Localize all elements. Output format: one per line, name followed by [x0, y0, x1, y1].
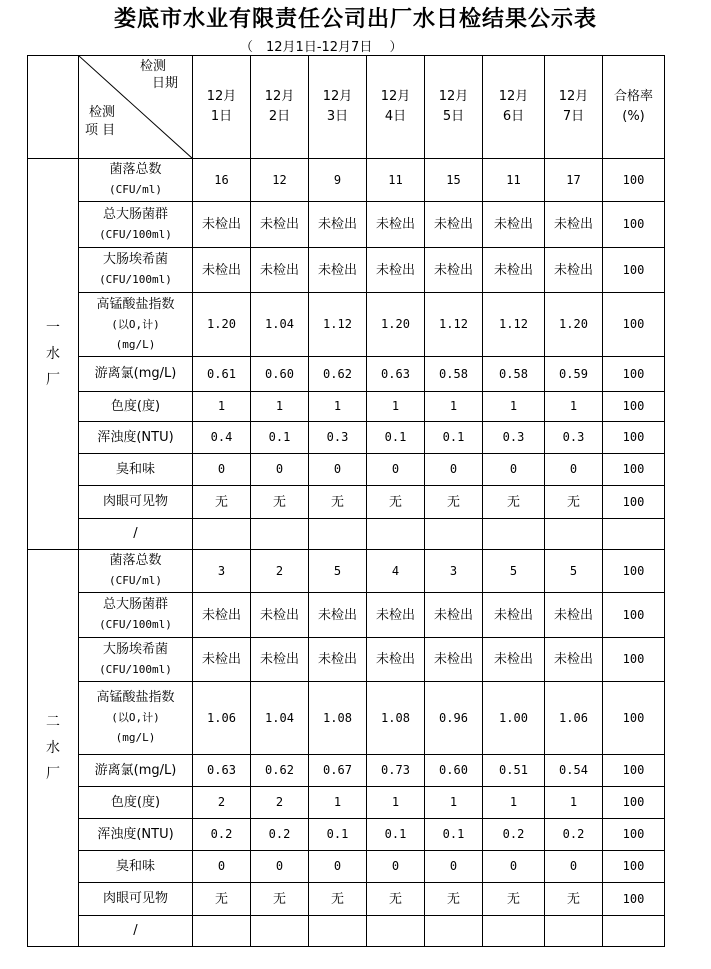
- value-cell: 无: [251, 883, 309, 916]
- item-name-text: (以O,计): [111, 317, 160, 331]
- item-name-text: /: [133, 923, 138, 938]
- date-header-7: [545, 56, 603, 159]
- date-header-1: [193, 56, 251, 159]
- value-cell: 0: [545, 454, 603, 486]
- value-cell: 0: [193, 454, 251, 486]
- value-cell: 1: [309, 392, 367, 422]
- value-cell: 无: [425, 883, 483, 916]
- date-header-text: 12月: [206, 89, 237, 104]
- plant-name-char: 一: [46, 320, 60, 336]
- item-name-text: 游离氯(mg/L): [94, 366, 177, 381]
- item-name-cell: [79, 755, 193, 787]
- item-name-cell: [79, 293, 193, 357]
- table-row: [28, 819, 665, 851]
- value-cell: 1.06: [193, 682, 251, 755]
- value-cell: 0.58: [425, 357, 483, 392]
- item-name-text: (mg/L): [115, 337, 156, 351]
- item-name-cell: [79, 422, 193, 454]
- item-name-text: 大肠埃希菌: [102, 641, 168, 657]
- rate-cell: 100: [603, 357, 665, 392]
- item-name-cell: [79, 454, 193, 486]
- value-cell: 无: [309, 486, 367, 519]
- value-cell: 无: [309, 883, 367, 916]
- date-header-text: 4日: [384, 109, 407, 124]
- table-row: [28, 422, 665, 454]
- value-cell: 无: [545, 486, 603, 519]
- value-cell: 2: [251, 787, 309, 819]
- date-header-text: 1日: [210, 109, 233, 124]
- value-cell: 1.00: [483, 682, 545, 755]
- item-name-cell: [79, 787, 193, 819]
- value-cell: [483, 916, 545, 947]
- value-cell: 17: [545, 159, 603, 202]
- value-cell: 1.04: [251, 682, 309, 755]
- value-cell: [545, 916, 603, 947]
- value-cell: 未检出: [367, 593, 425, 638]
- value-cell: 0.58: [483, 357, 545, 392]
- value-cell: 未检出: [483, 638, 545, 682]
- value-cell: 0.63: [193, 755, 251, 787]
- value-cell: 无: [483, 486, 545, 519]
- rate-cell: 100: [603, 202, 665, 248]
- value-cell: 0: [367, 454, 425, 486]
- value-cell: 1: [545, 392, 603, 422]
- value-cell: 0: [309, 851, 367, 883]
- value-cell: 0.1: [367, 422, 425, 454]
- item-name-cell: [79, 638, 193, 682]
- item-name-text: (CFU/100ml): [99, 618, 172, 631]
- rate-cell: 100: [603, 883, 665, 916]
- value-cell: 0.96: [425, 682, 483, 755]
- value-cell: 0: [251, 851, 309, 883]
- value-cell: 0.2: [193, 819, 251, 851]
- item-name-text: (CFU/ml): [109, 574, 162, 587]
- value-cell: 5: [483, 550, 545, 593]
- table-row: [28, 593, 665, 638]
- value-cell: 无: [193, 883, 251, 916]
- value-cell: 1.20: [367, 293, 425, 357]
- value-cell: 3: [193, 550, 251, 593]
- value-cell: 0.3: [545, 422, 603, 454]
- rate-cell: [603, 519, 665, 550]
- value-cell: 1.12: [425, 293, 483, 357]
- value-cell: 未检出: [193, 593, 251, 638]
- table-row: [28, 202, 665, 248]
- header-diagonal-cell: [79, 56, 193, 159]
- value-cell: 1: [367, 787, 425, 819]
- corner-top-text: 检测: [139, 59, 166, 74]
- plant-name-cell: [28, 159, 79, 550]
- item-name-text: (CFU/100ml): [99, 273, 172, 286]
- value-cell: 未检出: [251, 202, 309, 248]
- table-row: [28, 454, 665, 486]
- item-name-text: (CFU/100ml): [99, 227, 172, 241]
- item-name-text: 浑浊度(NTU): [97, 826, 174, 842]
- item-name-text: 色度(度): [110, 794, 161, 810]
- value-cell: 0.62: [309, 357, 367, 392]
- value-cell: [367, 916, 425, 947]
- value-cell: 未检出: [251, 248, 309, 293]
- date-header-text: 12月: [438, 89, 469, 104]
- table-row: [28, 755, 665, 787]
- value-cell: 4: [367, 550, 425, 593]
- rate-cell: 100: [603, 422, 665, 454]
- rate-cell: 100: [603, 755, 665, 787]
- item-name-text: 总大肠菌群: [102, 206, 168, 222]
- item-name-text: 总大肠菌群: [102, 597, 168, 612]
- value-cell: 0.1: [425, 819, 483, 851]
- value-cell: 0: [483, 454, 545, 486]
- value-cell: 1: [483, 787, 545, 819]
- value-cell: [251, 519, 309, 550]
- corner-date-label: [140, 58, 178, 92]
- date-header-4: [367, 56, 425, 159]
- item-name-cell: [79, 682, 193, 755]
- rate-cell: 100: [603, 392, 665, 422]
- item-name-cell: [79, 357, 193, 392]
- item-name-cell: [79, 851, 193, 883]
- value-cell: [425, 519, 483, 550]
- value-cell: 11: [483, 159, 545, 202]
- value-cell: 9: [309, 159, 367, 202]
- value-cell: 0.60: [425, 755, 483, 787]
- value-cell: 0.63: [367, 357, 425, 392]
- value-cell: 未检出: [251, 593, 309, 638]
- table-row: [28, 883, 665, 916]
- value-cell: 16: [193, 159, 251, 202]
- value-cell: 1: [309, 787, 367, 819]
- value-cell: 2: [193, 787, 251, 819]
- rate-cell: 100: [603, 293, 665, 357]
- rate-cell: 100: [603, 682, 665, 755]
- value-cell: 无: [367, 486, 425, 519]
- item-name-text: 臭和味: [115, 461, 155, 477]
- value-cell: 0: [309, 454, 367, 486]
- value-cell: 未检出: [425, 638, 483, 682]
- item-name-text: 浑浊度(NTU): [97, 429, 174, 445]
- date-range-subtitle: （ 12月1日-12月7日 ）: [240, 40, 403, 55]
- rate-header-text: 合格率: [613, 89, 653, 104]
- value-cell: 0.54: [545, 755, 603, 787]
- item-name-text: 臭和味: [115, 858, 155, 874]
- rate-header: [603, 56, 665, 159]
- item-name-text: (以O,计): [111, 711, 160, 724]
- date-header-text: 5日: [442, 109, 465, 124]
- value-cell: 0.61: [193, 357, 251, 392]
- rate-cell: 100: [603, 550, 665, 593]
- value-cell: 未检出: [251, 638, 309, 682]
- plant-name-cell: [28, 550, 79, 947]
- value-cell: 0: [251, 454, 309, 486]
- date-header-text: 12月: [558, 89, 589, 104]
- table-row: [28, 392, 665, 422]
- page-title: 娄底市水业有限责任公司出厂水日检结果公示表: [113, 7, 597, 32]
- value-cell: 未检出: [545, 593, 603, 638]
- value-cell: 0.1: [251, 422, 309, 454]
- value-cell: 1: [425, 787, 483, 819]
- value-cell: 0.3: [309, 422, 367, 454]
- rate-cell: 100: [603, 593, 665, 638]
- value-cell: [545, 519, 603, 550]
- value-cell: 未检出: [425, 593, 483, 638]
- value-cell: [425, 916, 483, 947]
- value-cell: 0.60: [251, 357, 309, 392]
- value-cell: 0.3: [483, 422, 545, 454]
- item-name-text: /: [133, 526, 138, 541]
- value-cell: 无: [251, 486, 309, 519]
- item-name-cell: [79, 916, 193, 947]
- value-cell: 1: [367, 392, 425, 422]
- rate-header-text: (%): [622, 109, 645, 124]
- value-cell: 未检出: [193, 638, 251, 682]
- plant-name-char: 厂: [46, 766, 60, 782]
- value-cell: 未检出: [309, 593, 367, 638]
- date-header-text: 2日: [268, 109, 291, 124]
- header-row: [28, 56, 665, 159]
- plant-name-char: 水: [46, 740, 60, 756]
- item-name-text: (CFU/100ml): [99, 662, 172, 676]
- value-cell: 0.1: [309, 819, 367, 851]
- value-cell: 未检出: [545, 248, 603, 293]
- value-cell: [309, 916, 367, 947]
- date-header-text: 12月: [264, 89, 295, 104]
- value-cell: 未检出: [483, 593, 545, 638]
- rate-cell: 100: [603, 787, 665, 819]
- item-name-cell: [79, 159, 193, 202]
- item-name-cell: [79, 593, 193, 638]
- value-cell: [193, 519, 251, 550]
- rate-cell: 100: [603, 248, 665, 293]
- table-row: [28, 682, 665, 755]
- value-cell: 未检出: [309, 248, 367, 293]
- corner-top-text: 日期: [151, 76, 178, 91]
- table-row: [28, 486, 665, 519]
- value-cell: 未检出: [193, 202, 251, 248]
- item-name-text: 大肠埃希菌: [102, 252, 168, 267]
- item-name-text: (CFU/ml): [109, 183, 162, 196]
- value-cell: 0.1: [425, 422, 483, 454]
- corner-bottom-text: 检测: [89, 105, 116, 120]
- table-row: [28, 248, 665, 293]
- item-name-cell: [79, 550, 193, 593]
- item-name-text: 游离氯(mg/L): [94, 762, 177, 778]
- value-cell: 0.73: [367, 755, 425, 787]
- rate-cell: 100: [603, 819, 665, 851]
- item-name-text: 高锰酸盐指数: [96, 296, 175, 312]
- value-cell: 未检出: [367, 248, 425, 293]
- value-cell: 1.12: [309, 293, 367, 357]
- header-blank-cell: [28, 56, 79, 159]
- value-cell: 1: [483, 392, 545, 422]
- table-row: [28, 916, 665, 947]
- date-header-6: [483, 56, 545, 159]
- value-cell: 未检出: [193, 248, 251, 293]
- item-name-text: 菌落总数: [109, 553, 162, 568]
- table-row: [28, 519, 665, 550]
- table-row: [28, 293, 665, 357]
- value-cell: 0.51: [483, 755, 545, 787]
- value-cell: 5: [545, 550, 603, 593]
- value-cell: 未检出: [545, 202, 603, 248]
- value-cell: 0: [425, 454, 483, 486]
- value-cell: 0.2: [251, 819, 309, 851]
- table-row: [28, 159, 665, 202]
- value-cell: 未检出: [367, 202, 425, 248]
- value-cell: 未检出: [545, 638, 603, 682]
- item-name-text: 色度(度): [110, 398, 161, 414]
- value-cell: 未检出: [367, 638, 425, 682]
- value-cell: 5: [309, 550, 367, 593]
- date-header-2: [251, 56, 309, 159]
- date-header-text: 12月: [380, 89, 411, 104]
- value-cell: 未检出: [309, 202, 367, 248]
- value-cell: 15: [425, 159, 483, 202]
- value-cell: 0: [425, 851, 483, 883]
- value-cell: 12: [251, 159, 309, 202]
- rate-cell: 100: [603, 851, 665, 883]
- value-cell: 1: [193, 392, 251, 422]
- value-cell: 无: [193, 486, 251, 519]
- value-cell: 未检出: [309, 638, 367, 682]
- value-cell: 0: [193, 851, 251, 883]
- value-cell: 1.12: [483, 293, 545, 357]
- item-name-cell: [79, 819, 193, 851]
- corner-item-label: [85, 104, 115, 140]
- value-cell: 1: [545, 787, 603, 819]
- date-header-5: [425, 56, 483, 159]
- value-cell: [309, 519, 367, 550]
- table-row: [28, 851, 665, 883]
- plant-name-char: 二: [46, 714, 60, 730]
- item-name-text: (mg/L): [115, 731, 156, 744]
- value-cell: 2: [251, 550, 309, 593]
- date-header-text: 12月: [322, 89, 353, 104]
- value-cell: [251, 916, 309, 947]
- item-name-cell: [79, 519, 193, 550]
- plant-name-char: 厂: [46, 372, 60, 388]
- value-cell: 11: [367, 159, 425, 202]
- table-row: [28, 550, 665, 593]
- value-cell: 3: [425, 550, 483, 593]
- value-cell: 1.04: [251, 293, 309, 357]
- value-cell: 0.62: [251, 755, 309, 787]
- value-cell: 1.08: [309, 682, 367, 755]
- value-cell: 0.1: [367, 819, 425, 851]
- value-cell: 无: [483, 883, 545, 916]
- rate-cell: 100: [603, 159, 665, 202]
- value-cell: 1.20: [193, 293, 251, 357]
- value-cell: 1.20: [545, 293, 603, 357]
- date-header-text: 12月: [498, 89, 529, 104]
- rate-cell: 100: [603, 454, 665, 486]
- value-cell: 0.2: [545, 819, 603, 851]
- table-row: [28, 357, 665, 392]
- item-name-cell: [79, 392, 193, 422]
- date-header-text: 7日: [562, 109, 585, 124]
- rate-cell: [603, 916, 665, 947]
- value-cell: 未检出: [483, 248, 545, 293]
- date-header-text: 3日: [326, 109, 349, 124]
- item-name-text: 菌落总数: [109, 162, 162, 177]
- item-name-cell: [79, 486, 193, 519]
- rate-cell: 100: [603, 638, 665, 682]
- value-cell: [367, 519, 425, 550]
- corner-bottom-text: 项 目: [85, 123, 116, 138]
- value-cell: [193, 916, 251, 947]
- value-cell: 0.2: [483, 819, 545, 851]
- value-cell: 1: [251, 392, 309, 422]
- table-row: [28, 787, 665, 819]
- rate-cell: 100: [603, 486, 665, 519]
- value-cell: 0.59: [545, 357, 603, 392]
- value-cell: 1.08: [367, 682, 425, 755]
- value-cell: 未检出: [425, 248, 483, 293]
- item-name-cell: [79, 202, 193, 248]
- value-cell: 未检出: [483, 202, 545, 248]
- plant-name-char: 水: [46, 346, 60, 362]
- value-cell: 无: [367, 883, 425, 916]
- item-name-text: 肉眼可见物: [102, 494, 168, 509]
- item-name-text: 高锰酸盐指数: [96, 690, 175, 705]
- item-name-text: 肉眼可见物: [102, 891, 168, 906]
- value-cell: 未检出: [425, 202, 483, 248]
- value-cell: 无: [425, 486, 483, 519]
- value-cell: 0.4: [193, 422, 251, 454]
- value-cell: 1.06: [545, 682, 603, 755]
- results-table: [27, 55, 665, 947]
- value-cell: 0.67: [309, 755, 367, 787]
- value-cell: 0: [545, 851, 603, 883]
- item-name-cell: [79, 883, 193, 916]
- date-header-3: [309, 56, 367, 159]
- value-cell: [483, 519, 545, 550]
- item-name-cell: [79, 248, 193, 293]
- value-cell: 1: [425, 392, 483, 422]
- date-header-text: 6日: [502, 109, 525, 124]
- value-cell: 0: [367, 851, 425, 883]
- table-row: [28, 638, 665, 682]
- value-cell: 无: [545, 883, 603, 916]
- value-cell: 0: [483, 851, 545, 883]
